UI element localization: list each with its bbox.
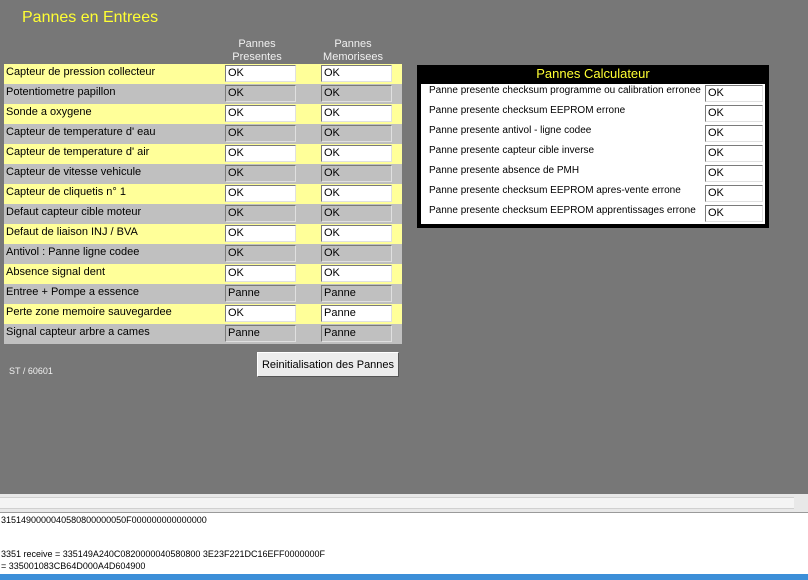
present-status-field[interactable]: OK <box>225 165 296 182</box>
memorized-status-field[interactable]: OK <box>321 165 392 182</box>
present-status-field[interactable]: Panne <box>225 285 296 302</box>
memorized-status-field[interactable]: OK <box>321 205 392 222</box>
calculateur-title: Pannes Calculateur <box>536 66 650 81</box>
fault-label: Sonde a oxygene <box>6 106 92 118</box>
calculateur-status-field[interactable]: OK <box>705 105 763 122</box>
present-status-field[interactable]: OK <box>225 265 296 282</box>
calculateur-row <box>421 144 765 164</box>
fault-row <box>4 204 402 224</box>
fault-label: Capteur de cliquetis n° 1 <box>6 186 126 198</box>
memorized-status-field[interactable]: Panne <box>321 325 392 342</box>
calculateur-row <box>421 124 765 144</box>
fault-row <box>4 184 402 204</box>
fault-label: Potentiometre papillon <box>6 86 116 98</box>
column-header-memorized-label: Pannes Memorisees <box>323 38 383 63</box>
fault-label: Capteur de pression collecteur <box>6 66 156 78</box>
memorized-status-field[interactable]: OK <box>321 125 392 142</box>
page-title: Pannes en Entrees <box>22 9 159 26</box>
horizontal-scrollbar[interactable] <box>0 497 794 509</box>
memorized-status-field[interactable]: OK <box>321 265 392 282</box>
log-line: = 335001083CB64D000A4D604900 <box>1 561 146 571</box>
calculateur-status-field[interactable]: OK <box>705 85 763 102</box>
fault-table <box>4 64 402 344</box>
fault-label: Defaut capteur cible moteur <box>6 206 142 218</box>
memorized-status-field[interactable]: OK <box>321 185 392 202</box>
present-status-field[interactable]: OK <box>225 145 296 162</box>
calculateur-row <box>421 204 765 224</box>
log-line: 3151490000040580800000050F000000000000000 <box>1 515 207 525</box>
fault-label: Antivol : Panne ligne codee <box>6 246 140 258</box>
calculateur-label: Panne presente checksum EEPROM apprentissages errone <box>429 205 696 216</box>
present-status-field[interactable]: OK <box>225 245 296 262</box>
fault-label: Signal capteur arbre a cames <box>6 326 150 338</box>
fault-row <box>4 104 402 124</box>
calculateur-label: Panne presente absence de PMH <box>429 165 580 176</box>
status-bar <box>0 574 808 580</box>
calculateur-status-field[interactable]: OK <box>705 165 763 182</box>
present-status-field[interactable]: OK <box>225 185 296 202</box>
memorized-status-field[interactable]: OK <box>321 85 392 102</box>
calculateur-label: Panne presente checksum programme ou calibration erronee <box>429 85 701 96</box>
fault-row <box>4 264 402 284</box>
fault-row <box>4 224 402 244</box>
fault-label: Capteur de temperature d' eau <box>6 126 156 138</box>
fault-label: Absence signal dent <box>6 266 106 278</box>
column-header-present-label: Pannes Presentes <box>232 38 282 63</box>
fault-row <box>4 304 402 324</box>
calculateur-status-field[interactable]: OK <box>705 125 763 142</box>
column-header-present <box>217 38 297 64</box>
fault-label: Entree + Pompe a essence <box>6 286 139 298</box>
fault-row <box>4 64 402 84</box>
reset-faults-button[interactable]: Reinitialisation des Pannes <box>257 352 399 377</box>
calculateur-label: Panne presente capteur cible inverse <box>429 145 595 156</box>
calculateur-label: Panne presente checksum EEPROM errone <box>429 105 626 116</box>
present-status-field[interactable]: OK <box>225 225 296 242</box>
fault-row <box>4 324 402 344</box>
fault-label: Capteur de temperature d' air <box>6 146 150 158</box>
communication-log <box>0 512 808 575</box>
fault-label: Perte zone memoire sauvegardee <box>6 306 172 318</box>
calculateur-label: Panne presente antivol - ligne codee <box>429 125 592 136</box>
log-line: 3351 receive = 335149A240C0820000040580800 3E23F221DC16EFF0000000F <box>1 549 326 559</box>
calculateur-label: Panne presente checksum EEPROM apres-vente errone <box>429 185 681 196</box>
version-label: ST / 60601 <box>9 366 53 376</box>
memorized-status-field[interactable]: OK <box>321 145 392 162</box>
fault-row <box>4 144 402 164</box>
column-header-memorized <box>313 38 393 64</box>
fault-row <box>4 124 402 144</box>
present-status-field[interactable]: OK <box>225 85 296 102</box>
memorized-status-field[interactable]: Panne <box>321 285 392 302</box>
present-status-field[interactable]: OK <box>225 125 296 142</box>
calculateur-row <box>421 104 765 124</box>
fault-row <box>4 284 402 304</box>
memorized-status-field[interactable]: OK <box>321 225 392 242</box>
calculateur-list <box>421 84 765 224</box>
calculateur-row <box>421 164 765 184</box>
present-status-field[interactable]: OK <box>225 65 296 82</box>
calculateur-row <box>421 184 765 204</box>
present-status-field[interactable]: OK <box>225 305 296 322</box>
calculateur-panel <box>417 65 769 228</box>
present-status-field[interactable]: OK <box>225 205 296 222</box>
fault-label: Defaut de liaison INJ / BVA <box>6 226 138 238</box>
splitter-bar[interactable] <box>0 494 808 512</box>
fault-row <box>4 84 402 104</box>
present-status-field[interactable]: OK <box>225 105 296 122</box>
memorized-status-field[interactable]: OK <box>321 245 392 262</box>
fault-label: Capteur de vitesse vehicule <box>6 166 142 178</box>
memorized-status-field[interactable]: OK <box>321 105 392 122</box>
calculateur-status-field[interactable]: OK <box>705 205 763 222</box>
fault-row <box>4 244 402 264</box>
fault-row <box>4 164 402 184</box>
calculateur-status-field[interactable]: OK <box>705 185 763 202</box>
calculateur-row <box>421 84 765 104</box>
memorized-status-field[interactable]: Panne <box>321 305 392 322</box>
memorized-status-field[interactable]: OK <box>321 65 392 82</box>
present-status-field[interactable]: Panne <box>225 325 296 342</box>
calculateur-status-field[interactable]: OK <box>705 145 763 162</box>
